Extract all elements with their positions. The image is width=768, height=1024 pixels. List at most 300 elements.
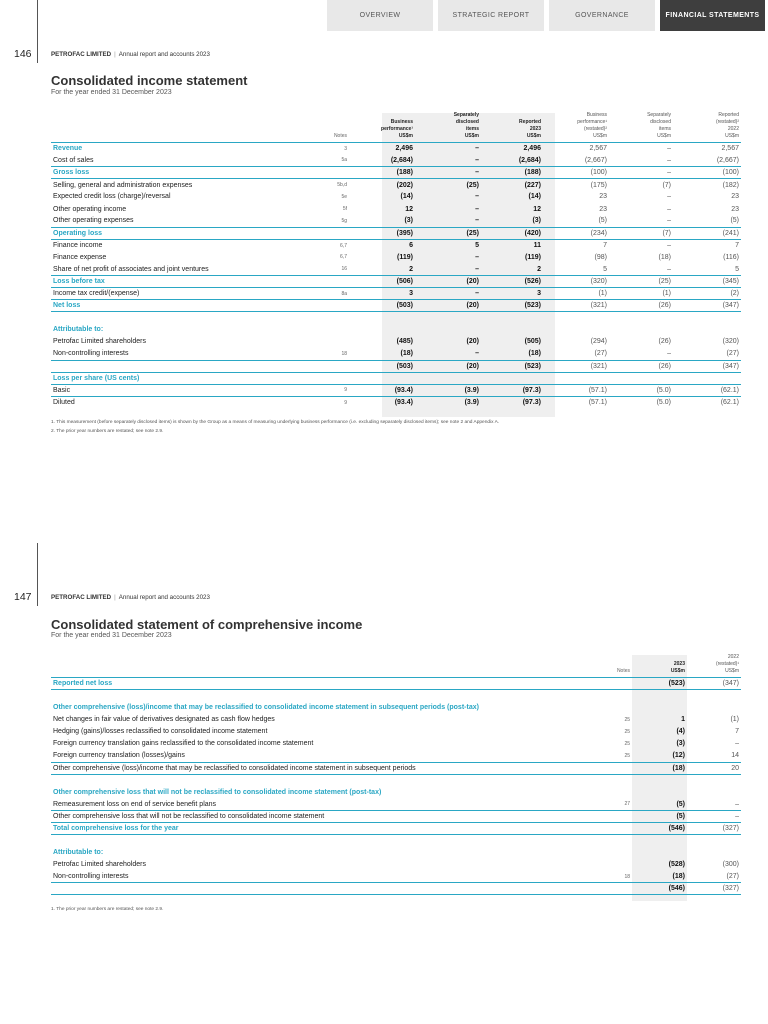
cell-value: (26): [609, 360, 673, 372]
row-note-ref: [571, 702, 632, 714]
cell-value: (62.1): [673, 384, 741, 396]
cell-value: (14): [528, 193, 541, 201]
cell-value: (175): [543, 179, 609, 191]
table-row: [51, 263, 741, 275]
cell-value: [687, 847, 741, 859]
cell-value: –: [475, 205, 479, 213]
col-notes: Notes: [616, 668, 630, 674]
page-subtitle: For the year ended 31 December 2023: [51, 89, 172, 96]
table-row: [51, 179, 741, 191]
cell-value: (202): [349, 179, 415, 191]
table-row: [51, 798, 741, 810]
row-note-ref: [571, 786, 632, 798]
row-label: Hedging (gains)/losses reclassified to consolidated income statement: [53, 728, 268, 736]
cell-value: (347): [673, 360, 741, 372]
cell-value: (523): [481, 300, 543, 312]
cell-value: 6: [349, 239, 415, 251]
row-label: Basic: [51, 384, 319, 396]
cell-value: (327): [687, 883, 741, 895]
cell-value: (241): [673, 227, 741, 239]
cell-value: [543, 324, 609, 336]
cell-value: (506): [349, 276, 415, 288]
cell-value: (12): [632, 750, 687, 762]
cell-value: (1): [730, 716, 739, 724]
row-note-ref: 8a: [319, 288, 349, 300]
table-row: [51, 786, 741, 798]
cell-value: (2): [673, 288, 741, 300]
row-label: Selling, general and administration expenses: [51, 179, 319, 191]
row-note-ref: [571, 883, 632, 895]
row-note-ref: 18: [341, 350, 347, 357]
table-row: [51, 372, 741, 384]
cell-value: 2,567: [589, 145, 607, 153]
cell-value: (18): [632, 871, 687, 883]
cell-value: (294): [590, 338, 607, 346]
cell-value: [632, 847, 687, 859]
row-note-ref: 25: [624, 740, 630, 747]
cell-value: [673, 324, 741, 336]
col-notes: Notes: [333, 133, 347, 139]
table-row: [51, 810, 741, 822]
row-note-ref: [571, 810, 632, 822]
row-label: Operating loss: [51, 227, 319, 239]
cell-value: (25): [609, 276, 673, 288]
row-note-ref: [319, 227, 349, 239]
row-note-ref: 16: [341, 266, 347, 273]
cell-value: (5): [632, 798, 687, 810]
cell-value: [543, 372, 609, 384]
cell-value: –: [667, 145, 671, 153]
row-label: Finance expense: [53, 253, 107, 261]
cell-value: [415, 372, 481, 384]
cell-value: (327): [687, 822, 741, 834]
row-note-ref: 5a: [341, 157, 347, 164]
row-label: Foreign currency translation (losses)/gains: [51, 750, 571, 762]
cell-value: (97.3): [481, 384, 543, 396]
cell-value: [349, 324, 415, 336]
cell-value: –: [475, 193, 479, 201]
table-row: [51, 227, 741, 239]
cell-value: [349, 372, 415, 384]
col-business-performance-2023: Business performance¹ US$m: [381, 119, 413, 139]
running-header: PETROFAC LIMITED | Annual report and accounts 2023: [51, 594, 210, 601]
cell-value: (100): [543, 167, 609, 179]
cell-value: 12: [405, 205, 413, 213]
row-label: [51, 883, 571, 895]
page-title: Consolidated statement of comprehensive income: [51, 617, 363, 632]
cell-value: –: [475, 217, 479, 225]
cell-value: (93.4): [349, 384, 415, 396]
table-row: [51, 822, 741, 834]
cell-value: –: [667, 350, 671, 358]
cell-value: (395): [349, 227, 415, 239]
table-row: [51, 143, 741, 155]
cell-value: [673, 372, 741, 384]
cell-value: (528): [668, 861, 685, 869]
table-row: [51, 847, 741, 859]
cell-value: (546): [632, 822, 687, 834]
table-row: [51, 859, 741, 871]
row-note-ref: [571, 678, 632, 690]
cell-value: –: [687, 798, 741, 810]
cell-value: (300): [722, 861, 739, 869]
page-divider-line: [37, 543, 38, 606]
cell-value: (320): [722, 338, 739, 346]
col-reported-2022: Reported (restated)² 2022 US$m: [715, 112, 739, 139]
cell-value: –: [415, 167, 481, 179]
cell-value: (14): [400, 193, 413, 201]
cell-value: [687, 702, 741, 714]
table-row: [51, 300, 741, 312]
row-note-ref: [571, 847, 632, 859]
cell-value: (5): [598, 217, 607, 225]
cell-value: (320): [543, 276, 609, 288]
row-note-ref: [319, 167, 349, 179]
cell-value: –: [667, 205, 671, 213]
cell-value: –: [687, 810, 741, 822]
row-label: Revenue: [53, 145, 83, 153]
row-note-ref: [319, 276, 349, 288]
cell-value: 12: [533, 205, 541, 213]
row-label: Income tax credit/(expense): [51, 288, 319, 300]
cell-value: (503): [349, 300, 415, 312]
row-label: Attributable to:: [53, 326, 104, 334]
row-label: Gross loss: [51, 167, 319, 179]
footnote-2: 2. The prior year numbers are restated; see note 2.9.: [51, 429, 164, 434]
cell-value: –: [475, 253, 479, 261]
cell-value: (345): [673, 276, 741, 288]
col-business-performance-2022: Business performance¹ (restated)² US$m: [577, 112, 607, 139]
row-label: Diluted: [53, 399, 75, 407]
col-separately-disclosed-2023: Separately disclosed items US$m: [453, 112, 479, 139]
cell-value: (98): [594, 253, 607, 261]
row-label: Other comprehensive (loss)/income that may be reclassified to consolidated income statement in subsequent periods (post-tax): [53, 704, 479, 712]
table-row: [51, 276, 741, 288]
row-label: Expected credit loss (charge)/reversal: [53, 193, 171, 201]
cell-value: (5.0): [609, 384, 673, 396]
table-row: [51, 883, 741, 895]
cell-value: (27): [594, 350, 607, 358]
cell-value: (18): [632, 762, 687, 774]
cell-value: 1: [681, 716, 685, 724]
table-row: [51, 215, 741, 227]
company-name: PETROFAC LIMITED: [51, 51, 112, 58]
cell-value: (26): [658, 338, 671, 346]
cell-value: –: [475, 350, 479, 358]
row-note-ref: [319, 372, 349, 384]
cell-value: (119): [525, 253, 541, 261]
table-row: [51, 203, 741, 215]
cell-value: 5: [735, 265, 739, 273]
table-row: [51, 750, 741, 762]
cell-value: [609, 372, 673, 384]
cell-value: 2: [409, 265, 413, 273]
row-label: Total comprehensive loss for the year: [51, 822, 571, 834]
cell-value: (227): [481, 179, 543, 191]
report-name: Annual report and accounts 2023: [118, 594, 210, 601]
page-title: Consolidated income statement: [51, 73, 248, 88]
cell-value: (18): [400, 350, 413, 358]
cell-value: –: [609, 167, 673, 179]
col-separately-disclosed-2022: Separately disclosed items US$m: [647, 112, 671, 139]
row-label: Other operating income: [53, 205, 127, 213]
table-row: [51, 167, 741, 179]
cell-value: (27): [687, 871, 741, 883]
table-row: [51, 762, 741, 774]
cell-value: (18): [528, 350, 541, 358]
cell-value: (25): [415, 179, 481, 191]
row-label: Other comprehensive (loss)/income that may be reclassified to consolidated income statement in subsequent periods: [51, 762, 571, 774]
cell-value: –: [475, 145, 479, 153]
cell-value: (57.1): [543, 384, 609, 396]
row-label: Petrofac Limited shareholders: [53, 861, 146, 869]
cell-value: (347): [673, 300, 741, 312]
cell-value: (546): [632, 883, 687, 895]
cell-value: –: [667, 217, 671, 225]
page-number: 147: [14, 591, 32, 603]
company-name: PETROFAC LIMITED: [51, 594, 112, 601]
cell-value: [687, 786, 741, 798]
cell-value: (4): [676, 728, 685, 736]
row-note-ref: 6,7: [319, 239, 349, 251]
page-subtitle: For the year ended 31 December 2023: [51, 632, 172, 639]
cell-value: (523): [632, 678, 687, 690]
cell-value: (3): [532, 217, 541, 225]
table-row: [51, 191, 741, 203]
row-note-ref: 27: [571, 798, 632, 810]
row-note-ref: [319, 336, 349, 348]
cell-value: [632, 786, 687, 798]
row-note-ref: 6,7: [340, 254, 347, 261]
row-note-ref: 5g: [341, 217, 347, 224]
table-row: [51, 678, 741, 690]
cell-value: (7): [609, 227, 673, 239]
cell-value: (100): [673, 167, 741, 179]
cell-value: (420): [481, 227, 543, 239]
row-note-ref: [571, 822, 632, 834]
report-name: Annual report and accounts 2023: [118, 51, 210, 58]
footnote-1: 1. This measurement (before separately disclosed items) is shown by the Group as a means of measuring underlying business performance (i.e. excluding separately disclosed items); see note 2 and Appendix A.: [51, 420, 500, 425]
cell-value: (62.1): [720, 399, 739, 407]
cell-value: [415, 324, 481, 336]
cell-value: (5): [730, 217, 739, 225]
row-label: Loss before tax: [51, 276, 319, 288]
tab-financial-statements[interactable]: FINANCIAL STATEMENTS: [660, 0, 765, 31]
cell-value: (182): [673, 179, 741, 191]
cell-value: –: [667, 193, 671, 201]
cell-value: (93.4): [394, 399, 413, 407]
cell-value: (27): [726, 350, 739, 358]
cell-value: (526): [481, 276, 543, 288]
cell-value: 7: [543, 239, 609, 251]
cell-value: –: [735, 740, 739, 748]
row-note-ref: 3: [344, 145, 347, 152]
cell-value: (97.3): [522, 399, 541, 407]
row-label: Other comprehensive loss that will not be reclassified to consolidated income statement: [51, 810, 571, 822]
cell-value: (18): [658, 253, 671, 261]
table-row: [51, 702, 741, 714]
cell-value: (188): [349, 167, 415, 179]
row-note-ref: [571, 859, 632, 871]
cell-value: (5): [632, 810, 687, 822]
cell-value: (505): [524, 338, 541, 346]
cell-value: (57.1): [588, 399, 607, 407]
row-label: Non-controlling interests: [51, 871, 571, 883]
tab-strategic-report[interactable]: STRATEGIC REPORT: [438, 0, 544, 31]
table-row: [51, 348, 741, 360]
row-note-ref: 9: [344, 399, 347, 406]
cell-value: 20: [687, 762, 741, 774]
cell-value: (25): [415, 227, 481, 239]
cell-value: 3: [349, 288, 415, 300]
row-label: Petrofac Limited shareholders: [53, 338, 146, 346]
cell-value: (503): [349, 360, 415, 372]
tab-overview[interactable]: OVERVIEW: [327, 0, 433, 31]
row-label: Attributable to:: [53, 849, 104, 857]
table-row: [51, 288, 741, 300]
comprehensive-income-table: [51, 654, 741, 895]
cell-value: (2,667): [716, 156, 739, 164]
cell-value: (20): [415, 360, 481, 372]
cell-value: [481, 372, 543, 384]
row-label: Finance income: [51, 239, 319, 251]
col-2023: 2023 US$m: [670, 661, 685, 674]
row-note-ref: 9: [319, 384, 349, 396]
table-row: [51, 251, 741, 263]
row-note-ref: 5f: [342, 206, 347, 213]
cell-value: –: [609, 239, 673, 251]
row-note-ref: [319, 324, 349, 336]
cell-value: (3): [676, 740, 685, 748]
cell-value: [609, 324, 673, 336]
table-row: [51, 714, 741, 726]
row-note-ref: 5b,d: [319, 179, 349, 191]
cell-value: (3.9): [464, 399, 479, 407]
cell-value: –: [475, 156, 479, 164]
cell-value: (321): [543, 360, 609, 372]
row-label: Remeasurement loss on end of service benefit plans: [51, 798, 571, 810]
row-note-ref: 25: [624, 728, 630, 735]
row-label: Reported net loss: [51, 678, 571, 690]
table-row: [51, 336, 741, 348]
cell-value: (2,684): [390, 156, 413, 164]
col-2022: 2022 (restated)¹ US$m: [715, 654, 739, 674]
cell-value: (7): [609, 179, 673, 191]
cell-value: 23: [599, 205, 607, 213]
cell-value: –: [667, 265, 671, 273]
table-row: [51, 384, 741, 396]
cell-value: 5: [415, 239, 481, 251]
row-label: Share of net profit of associates and joint ventures: [53, 265, 209, 273]
cell-value: (188): [481, 167, 543, 179]
cell-value: (20): [415, 276, 481, 288]
cell-value: 11: [481, 239, 543, 251]
cell-value: (119): [397, 253, 413, 261]
section-tabs: [327, 0, 768, 31]
cell-value: (2,684): [518, 156, 541, 164]
cell-value: (234): [543, 227, 609, 239]
cell-value: 7: [735, 728, 739, 736]
cell-value: (20): [466, 338, 479, 346]
cell-value: (485): [396, 338, 413, 346]
cell-value: (3): [404, 217, 413, 225]
footnotes: [51, 905, 163, 914]
footnote-1: 1. The prior year numbers are restated; see note 2.9.: [51, 907, 164, 912]
row-label: Foreign currency translation gains reclassified to the consolidated income statement: [53, 740, 314, 748]
table-row: [51, 726, 741, 738]
income-statement-table: [51, 112, 741, 408]
table-row: [51, 155, 741, 167]
table-row: [51, 360, 741, 372]
cell-value: (26): [609, 300, 673, 312]
row-label: Net loss: [51, 300, 319, 312]
row-note-ref: 25: [624, 716, 630, 723]
row-label: Cost of sales: [53, 156, 94, 164]
row-note-ref: [319, 360, 349, 372]
footnotes: [51, 418, 499, 436]
row-note-ref: [571, 762, 632, 774]
row-label: [51, 360, 319, 372]
cell-value: 2,496: [395, 145, 413, 153]
running-header: PETROFAC LIMITED | Annual report and accounts 2023: [51, 51, 210, 58]
row-label: Other operating expenses: [53, 217, 134, 225]
table-row: [51, 239, 741, 251]
cell-value: 5: [603, 265, 607, 273]
cell-value: 3: [481, 288, 543, 300]
cell-value: (347): [687, 678, 741, 690]
col-reported-2023: Reported 2023 US$m: [519, 119, 541, 139]
cell-value: (3.9): [415, 384, 481, 396]
cell-value: (523): [481, 360, 543, 372]
page-number: 146: [14, 48, 32, 60]
cell-value: –: [475, 265, 479, 273]
cell-value: 23: [599, 193, 607, 201]
cell-value: 7: [673, 239, 741, 251]
row-note-ref: 25: [571, 750, 632, 762]
table-row: [51, 324, 741, 336]
cell-value: (2,667): [584, 156, 607, 164]
row-note-ref: 18: [571, 871, 632, 883]
table-row: [51, 396, 741, 408]
cell-value: (20): [415, 300, 481, 312]
row-label: Non-controlling interests: [53, 350, 129, 358]
table-header-row: [51, 112, 741, 143]
page-divider-line: [37, 0, 38, 63]
cell-value: (5.0): [656, 399, 671, 407]
cell-value: 2: [537, 265, 541, 273]
row-label: Loss per share (US cents): [51, 372, 319, 384]
row-label: Other comprehensive loss that will not be reclassified to consolidated income statement (post-tax): [53, 788, 382, 796]
cell-value: (321): [543, 300, 609, 312]
cell-value: 2,567: [721, 145, 739, 153]
cell-value: [481, 324, 543, 336]
cell-value: [632, 702, 687, 714]
table-row: [51, 871, 741, 883]
cell-value: (1): [609, 288, 673, 300]
cell-value: –: [415, 288, 481, 300]
cell-value: –: [667, 156, 671, 164]
cell-value: 23: [731, 193, 739, 201]
table-row: [51, 738, 741, 750]
row-note-ref: 5e: [341, 193, 347, 200]
table-header-row: [51, 654, 741, 678]
cell-value: 14: [687, 750, 741, 762]
cell-value: (1): [543, 288, 609, 300]
row-note-ref: [319, 300, 349, 312]
tab-governance[interactable]: GOVERNANCE: [549, 0, 655, 31]
cell-value: (116): [723, 253, 739, 261]
cell-value: 23: [731, 205, 739, 213]
